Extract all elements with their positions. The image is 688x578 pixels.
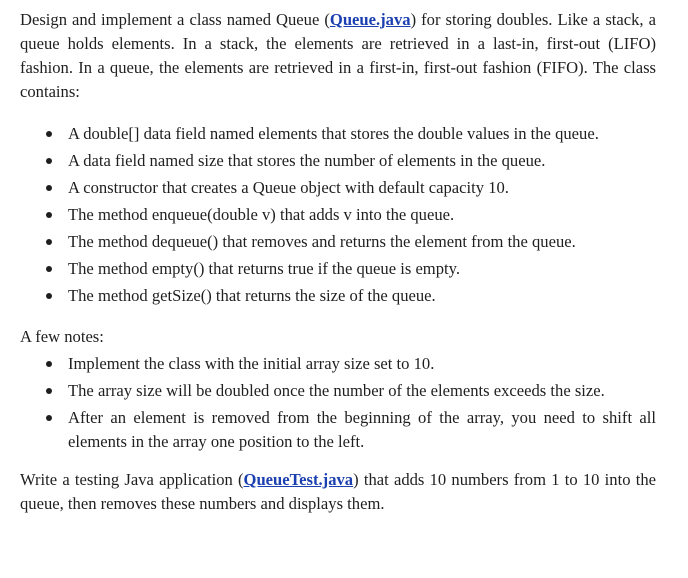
list-item: [20, 284, 656, 308]
bullet-icon: [46, 361, 52, 367]
class-contents-list: [20, 122, 656, 308]
list-item-text: The method enqueue(double v) that adds v into the queue.: [68, 205, 455, 224]
list-item: [20, 379, 656, 403]
bullet-icon: [46, 131, 52, 137]
bullet-icon: [46, 212, 52, 218]
list-item-text: A double[] data field named elements that stores the double values in the queue.: [68, 124, 599, 143]
bullet-icon: [46, 293, 52, 299]
list-item: [20, 122, 656, 146]
list-item: [20, 149, 656, 173]
intro-text-before: Design and implement a class named Queue (: [20, 10, 330, 29]
bullet-icon: [46, 388, 52, 394]
bullet-icon: [46, 158, 52, 164]
bullet-icon: [46, 185, 52, 191]
list-item-text: The method dequeue() that removes and returns the element from the queue.: [68, 232, 576, 251]
list-item: [20, 257, 656, 281]
list-item-text: Implement the class with the initial array size set to 10.: [68, 354, 435, 373]
notes-list: [20, 352, 656, 454]
list-item: [20, 352, 656, 376]
closing-paragraph: [20, 468, 656, 516]
bullet-icon: [46, 266, 52, 272]
closing-text-before: Write a testing Java application (: [20, 470, 244, 489]
closing-text-after: ) that adds 10 numbers from 1 to 10 into the queue, then removes these numbers and displays them.: [20, 470, 656, 513]
list-item-text: The array size will be doubled once the number of the elements exceeds the size.: [68, 381, 605, 400]
list-item: [20, 230, 656, 254]
list-item-text: A data field named size that stores the number of elements in the queue.: [68, 151, 546, 170]
document-body: [20, 8, 656, 516]
list-item: [20, 406, 656, 454]
list-item-text: The method getSize() that returns the size of the queue.: [68, 286, 436, 305]
notes-heading: A few notes:: [20, 327, 104, 346]
queuetest-java-link[interactable]: QueueTest.java: [243, 470, 354, 489]
bullet-icon: [46, 415, 52, 421]
list-item: [20, 176, 656, 200]
intro-text-after: ) for storing doubles. Like a stack, a queue holds elements. In a stack, the elements are retrieved in a last-in, first-out (LIFO) fashion. In a queue, the elements are retrieved in a first-in, first-out fashion (FIFO). The class contains:: [20, 10, 656, 101]
queue-java-link[interactable]: Queue.java: [329, 10, 411, 29]
intro-paragraph: [20, 8, 656, 104]
bullet-icon: [46, 239, 52, 245]
list-item: [20, 203, 656, 227]
list-item-text: The method empty() that returns true if the queue is empty.: [68, 259, 460, 278]
list-item-text: After an element is removed from the beginning of the array, you need to shift all elements in the array one position to the left.: [68, 408, 656, 451]
list-item-text: A constructor that creates a Queue object with default capacity 10.: [68, 178, 509, 197]
